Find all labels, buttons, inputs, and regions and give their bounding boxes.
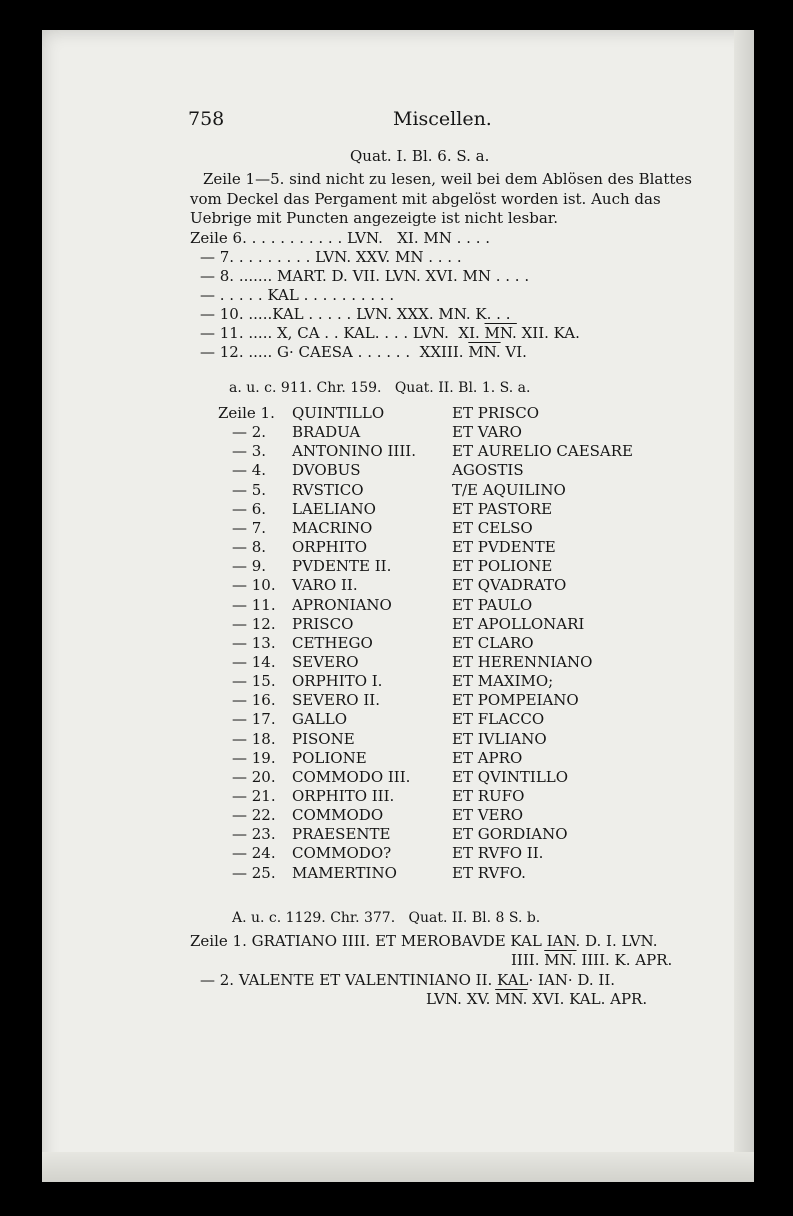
fragment-line-12-text: — 12. ..... G· CAESA . . . . . . XXIII. (200, 343, 469, 361)
fragment-line-11-text: — 11. ..... X, CA . . KAL. . . . LVN. XI. (200, 324, 485, 342)
consul-first: RVSTICO (292, 481, 364, 499)
row-number: — 15. (232, 672, 276, 690)
fragment-line-6: Zeile 6. . . . . . . . . . . LVN. XI. MN . . . . (190, 229, 490, 247)
entry-line-1-cont-pre: IIII. (511, 951, 545, 969)
row-number: — 19. (232, 749, 276, 767)
overlined-abbreviation: MN. (468, 343, 501, 361)
note-line-3: Uebrige mit Puncten angezeigte ist nicht lesbar. (190, 209, 559, 227)
consul-first: DVOBUS (292, 461, 361, 479)
consul-second: ET GORDIANO (452, 825, 568, 843)
row-number: — 23. (232, 825, 276, 843)
consul-second: ET RVFO. (452, 864, 526, 882)
row-number: — 22. (232, 806, 276, 824)
fragment-line-10: — 10. .....KAL . . . . . LVN. XXX. MN. K. . . (200, 305, 511, 323)
row-number: Zeile 1. (218, 404, 275, 422)
consul-second: ET CELSO (452, 519, 533, 537)
row-number: — 13. (232, 634, 276, 652)
consul-second: ET POLIONE (452, 557, 553, 575)
overlined-abbreviation: MN. (495, 990, 528, 1008)
consul-first: MACRINO (292, 519, 373, 537)
consul-second: ET POMPEIANO (452, 691, 579, 709)
page-number: 758 (188, 108, 225, 130)
row-number: — 2. (232, 423, 267, 441)
consul-second: ET MAXIMO; (452, 672, 554, 690)
consul-first: POLIONE (292, 749, 367, 767)
consul-second: ET PRISCO (452, 404, 540, 422)
entry-line-2-cont-post: XVI. KAL. APR. (527, 990, 648, 1008)
section1-heading: Quat. I. Bl. 6. S. a. (350, 147, 490, 165)
row-number: — 16. (232, 691, 276, 709)
consul-first: PISONE (292, 730, 355, 748)
consul-second: ET QVADRATO (452, 576, 567, 594)
row-number: — 21. (232, 787, 276, 805)
consul-first: ANTONINO IIII. (292, 442, 416, 460)
note-line-1: Zeile 1—5. sind nicht zu lesen, weil bei dem Ablösen des Blattes (203, 170, 692, 188)
consul-second: ET VERO (452, 806, 524, 824)
consul-first: COMMODO (292, 806, 384, 824)
row-number: — 7. (232, 519, 267, 537)
consul-first: ORPHITO I. (292, 672, 383, 690)
consul-second: ET VARO (452, 423, 522, 441)
row-number: — 3. (232, 442, 267, 460)
fragment-line-7: — 7. . . . . . . . . LVN. XXV. MN . . . . (200, 248, 462, 266)
entry-line-1-continued (511, 953, 672, 968)
overlined-abbreviation: MN. (484, 324, 517, 342)
consul-second: ET FLACCO (452, 710, 545, 728)
consul-first: SEVERO (292, 653, 359, 671)
row-number: — 12. (232, 615, 276, 633)
consul-second: ET RUFO (452, 787, 525, 805)
row-number: — 18. (232, 730, 276, 748)
consul-first: ORPHITO III. (292, 787, 395, 805)
consul-second: ET QVINTILLO (452, 768, 569, 786)
row-number: — 20. (232, 768, 276, 786)
entry-line-2: — 2. VALENTE ET VALENTINIANO II. KAL· IAN· D. II. (200, 971, 616, 989)
consul-second: AGOSTIS (452, 461, 524, 479)
page-edge-right (734, 30, 754, 1182)
section3-heading: A. u. c. 1129. Chr. 377. Quat. II. Bl. 8 S. b. (232, 910, 541, 926)
consul-first: MAMERTINO (292, 864, 397, 882)
consul-first: ORPHITO (292, 538, 367, 556)
fragment-line-8: — 8. ....... MART. D. VII. LVN. XVI. MN . . . . (200, 267, 530, 285)
row-number: — 14. (232, 653, 276, 671)
consul-first: CETHEGO (292, 634, 373, 652)
consul-second: ET PAULO (452, 596, 533, 614)
fragment-line-12 (200, 345, 527, 360)
note-line-2: vom Deckel das Pergament mit abgelöst worden ist. Auch das (190, 190, 661, 208)
row-number: — 5. (232, 481, 267, 499)
consul-second: ET PVDENTE (452, 538, 556, 556)
consul-second: ET APRO (452, 749, 523, 767)
consul-first: PVDENTE II. (292, 557, 392, 575)
overlined-abbreviation: MN. (544, 951, 577, 969)
section2-heading: a. u. c. 911. Chr. 159. Quat. II. Bl. 1. S. a. (229, 380, 531, 396)
consul-second: ET PASTORE (452, 500, 553, 518)
row-number: — 11. (232, 596, 276, 614)
consul-second: ET HERENNIANO (452, 653, 593, 671)
consul-second: ET APOLLONARI (452, 615, 585, 633)
row-number: — 9. (232, 557, 267, 575)
consul-first: COMMODO? (292, 844, 392, 862)
row-number: — 17. (232, 710, 276, 728)
consul-first: QUINTILLO (292, 404, 385, 422)
consul-first: SEVERO II. (292, 691, 380, 709)
fragment-line-12-tail: VI. (500, 343, 527, 361)
consul-first: GALLO (292, 710, 348, 728)
consul-first: COMMODO III. (292, 768, 411, 786)
row-number: — 6. (232, 500, 267, 518)
running-title: Miscellen. (393, 108, 492, 130)
consul-second: T/E AQUILINO (452, 481, 566, 499)
consul-second: ET AURELIO CAESARE (452, 442, 634, 460)
consul-second: ET CLARO (452, 634, 534, 652)
page-edge-bottom (42, 1152, 754, 1182)
entry-line-2-cont-pre: LVN. XV. (426, 990, 496, 1008)
row-number: — 24. (232, 844, 276, 862)
entry-line-1-cont-post: IIII. K. APR. (576, 951, 673, 969)
row-number: — 4. (232, 461, 267, 479)
consul-first: VARO II. (292, 576, 358, 594)
entry-line-1: Zeile 1. GRATIANO IIII. ET MEROBAVDE KAL IAN. D. I. LVN. (190, 932, 658, 950)
consul-first: APRONIANO (292, 596, 392, 614)
row-number: — 25. (232, 864, 276, 882)
consul-second: ET IVLIANO (452, 730, 547, 748)
row-number: — 8. (232, 538, 267, 556)
row-number: — 10. (232, 576, 276, 594)
consul-first: BRADUA (292, 423, 361, 441)
entry-line-2-continued (426, 992, 647, 1007)
consul-first: LAELIANO (292, 500, 376, 518)
consul-first: PRISCO (292, 615, 354, 633)
consul-first: PRAESENTE (292, 825, 391, 843)
fragment-line-9: — . . . . . KAL . . . . . . . . . . (200, 286, 395, 304)
consul-second: ET RVFO II. (452, 844, 544, 862)
fragment-line-11 (200, 326, 580, 341)
fragment-line-11-tail: XII. KA. (516, 324, 580, 342)
